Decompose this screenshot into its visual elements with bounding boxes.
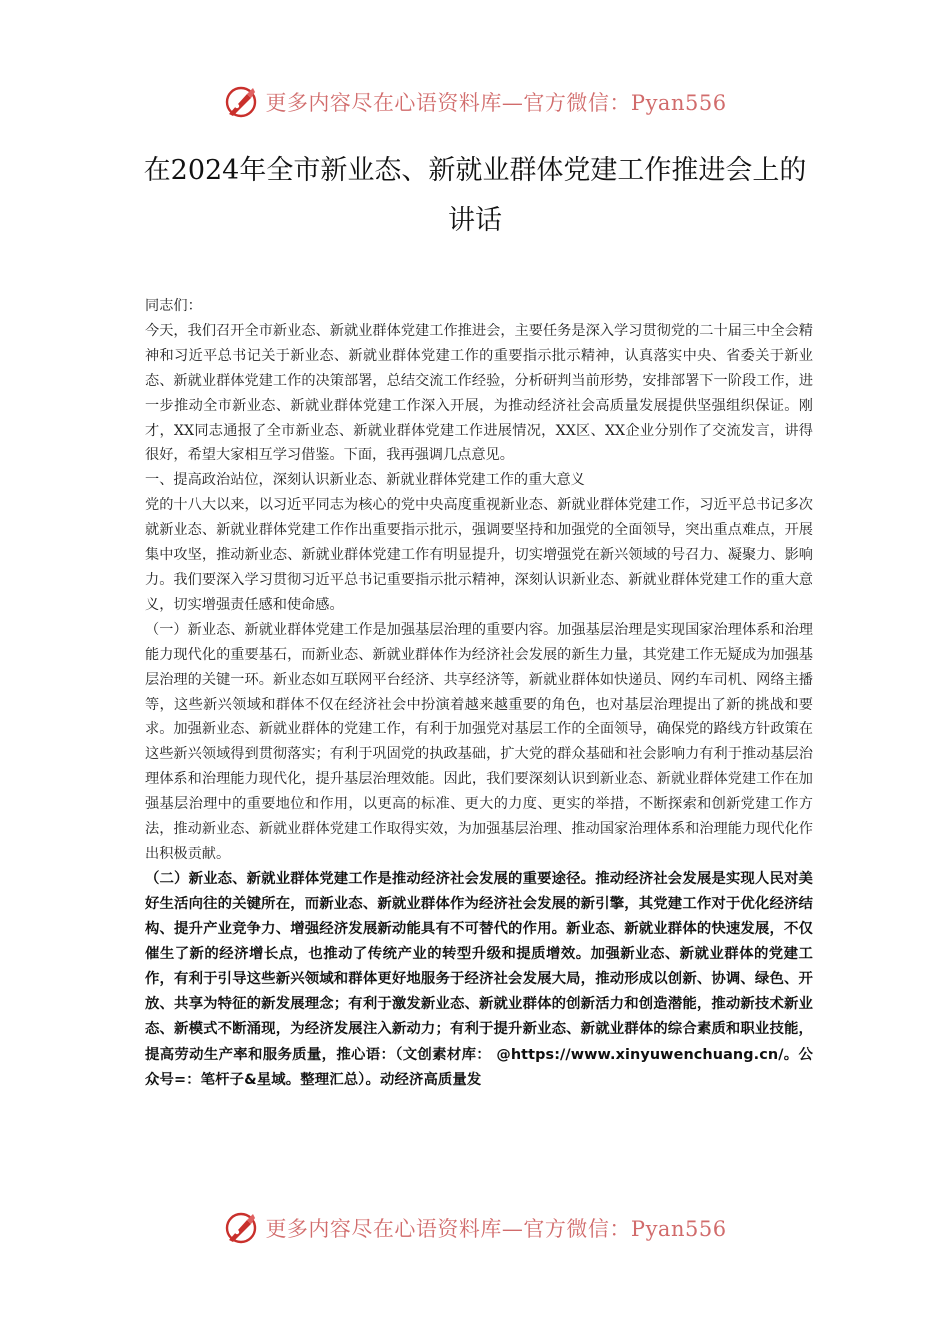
paragraph-section-1: 党的十八大以来，以习近平同志为核心的党中央高度重视新业态、新就业群体党建工作，习近平总书记多次就新业态、新就业群体党建工作作出重要指示批示，强调要坚持和加强党的全面领导，突出重点难点，开展集中攻坚，推动新业态、新就业群体党建工作有明显提升，切实增强党在新兴领域的号召力、凝聚力、影响力。我们要深入学习贯彻习近平总书记重要指示批示精神，深刻认识新业态、新就业群体党建工作的重大意义，切实增强责任感和使命感。 (145, 497, 813, 613)
paragraph-point-1: （一）新业态、新就业群体党建工作是加强基层治理的重要内容。加强基层治理是实现国家治理体系和治理能力现代化的重要基石，而新业态、新就业群体作为经济社会发展的新生力量，其党建工作无疑成为加强基层治理的关键一环。新业态如互联网平台经济、共享经济等，新就业群体如快递员、网约车司机、网络主播等，这些新兴领域和群体不仅在经济社会中扮演着越来越重要的角色，也对基层治理提出了新的挑战和要求。加强新业态、新就业群体的党建工作，有利于加强党对基层工作的全面领导，确保党的路线方针政策在这些新兴领域得到贯彻落实；有利于巩固党的执政基础，扩大党的群众基础和社会影响力有利于推动基层治理体系和治理能力现代化，提升基层治理效能。因此，我们要深刻认识到新业态、新就业群体党建工作在加强基层治理中的重要地位和作用，以更高的标准、更大的力度、更实的举措，不断探索和创新党建工作方法，推动新业态、新就业群体党建工作取得实效，为加强基层治理、推动国家治理体系和治理能力现代化作出积极贡献。 (145, 621, 813, 862)
salutation: 同志们： (145, 298, 202, 314)
paragraph-intro: 今天，我们召开全市新业态、新就业群体党建工作推进会，主要任务是深入学习贯彻党的二十届三中全会精神和习近平总书记关于新业态、新就业群体党建工作的重要指示批示精神，认真落实中央、省委关于新业态、新就业群体党建工作的决策部署，总结交流工作经验，分析研判当前形势，安排部署下一阶段工作，进一步推动全市新业态、新就业群体党建工作深入开展，为推动经济社会高质量发展提供坚强组织保证。刚才，XX同志通报了全市新业态、新就业群体党建工作进展情况，XX区、XX企业分别作了交流发言，讲得很好，希望大家相互学习借鉴。下面，我再强调几点意见。 (145, 322, 813, 464)
paragraph-point-2: （二）新业态、新就业群体党建工作是推动经济社会发展的重要途径。推动经济社会发展是实现人民对美好生活向往的关键所在，而新业态、新就业群体作为经济社会发展的新引擎，其党建工作对于优化经济结构、提升产业竞争力、增强经济发展新动能具有不可替代的作用。新业态、新就业群体的快速发展，不仅催生了新的经济增长点，也推动了传统产业的转型升级和提质增效。加强新业态、新就业群体的党建工作，有利于引导这些新兴领域和群体更好地服务于经济社会发展大局，推动形成以创新、协调、绿色、开放、共享为特征的新发展理念；有利于激发新业态、新就业群体的创新活力和创造潜能，推动新技术新业态、新模式不断涌现，为经济发展注入新动力；有利于提升新业态、新就业群体的综合素质和职业技能，提高劳动生产率和服务质量，推心语：（文创素材库： @https://www.xinyuwenchuang.cn/。公众号=：笔杆子&星域。整理汇总）。动经济高质量发 (145, 870, 813, 1088)
banner-text: 更多内容尽在心语资料库—官方微信：Pyan556 (265, 91, 727, 115)
pen-logo-icon (223, 1210, 259, 1246)
banner-text: 更多内容尽在心语资料库—官方微信：Pyan556 (265, 1217, 727, 1241)
section-heading-1: 一、提高政治站位，深刻认识新业态、新就业群体党建工作的重大意义 (145, 472, 585, 489)
document-body (145, 294, 813, 1093)
footer-banner (0, 1206, 950, 1250)
document-title: 在2024年全市新业态、新就业群体党建工作推进会上的讲话 (143, 155, 807, 236)
header-banner (0, 80, 950, 124)
pen-logo-icon (223, 84, 259, 120)
